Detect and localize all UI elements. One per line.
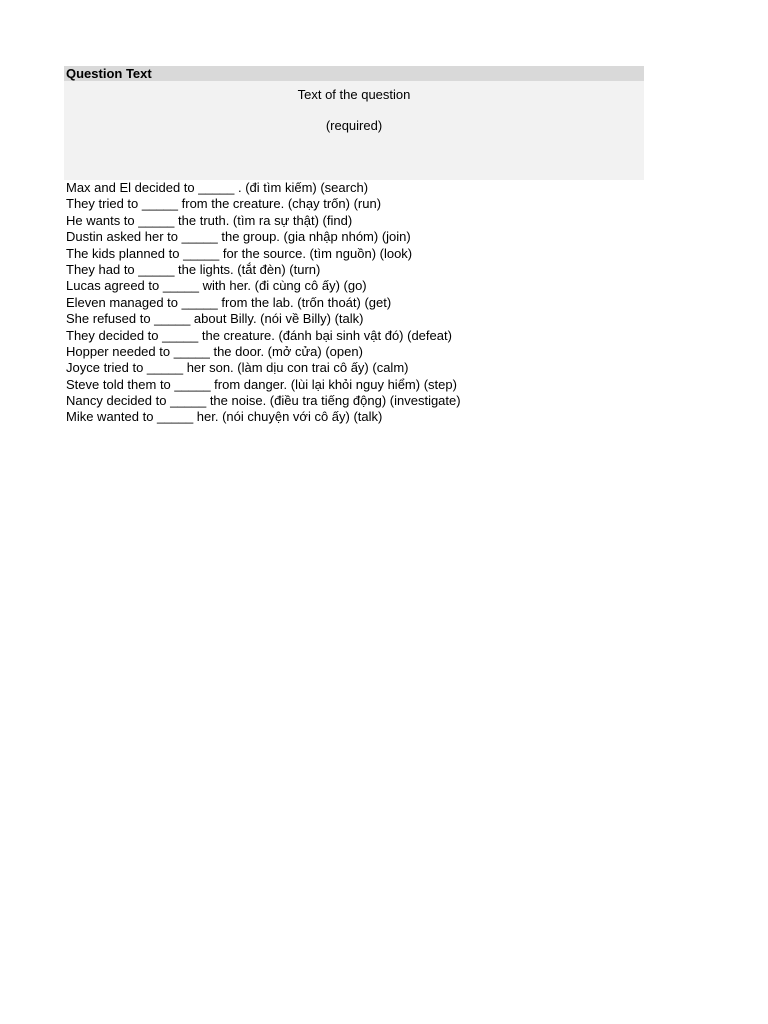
required-note: (required) [325, 118, 383, 133]
question-row: Hopper needed to _____ the door. (mở cửa) (open) [66, 343, 363, 359]
question-row: Eleven managed to _____ from the lab. (trốn thoát) (get) [66, 294, 392, 310]
column-description-cell [64, 81, 644, 180]
description-text: Text of the question [297, 87, 411, 102]
column-header: Question Text [64, 66, 644, 81]
question-row: Dustin asked her to _____ the group. (gia nhập nhóm) (join) [66, 229, 411, 245]
question-row: They had to _____ the lights. (tắt đèn) (turn) [66, 261, 321, 277]
question-sheet [64, 66, 644, 426]
question-row: Joyce tried to _____ her son. (làm dịu con trai cô ấy) (calm) [66, 360, 409, 376]
question-row: The kids planned to _____ for the source. (tìm nguồn) (look) [66, 245, 413, 261]
question-row: He wants to _____ the truth. (tìm ra sự thật) (find) [66, 212, 353, 228]
question-row: She refused to _____ about Billy. (nói về Billy) (talk) [66, 311, 364, 327]
question-rows [64, 180, 644, 426]
question-row: They decided to _____ the creature. (đánh bại sinh vật đó) (defeat) [66, 327, 452, 343]
question-row: Nancy decided to _____ the noise. (điều tra tiếng động) (investigate) [66, 393, 461, 409]
question-row: Max and El decided to _____ . (đi tìm kiếm) (search) [66, 180, 369, 195]
question-row: Steve told them to _____ from danger. (lùi lại khỏi nguy hiểm) (step) [66, 376, 457, 392]
question-row: Mike wanted to _____ her. (nói chuyện với cô ấy) (talk) [66, 409, 383, 425]
question-row: Lucas agreed to _____ with her. (đi cùng cô ấy) (go) [66, 278, 367, 294]
question-row: They tried to _____ from the creature. (chạy trốn) (run) [66, 196, 382, 212]
